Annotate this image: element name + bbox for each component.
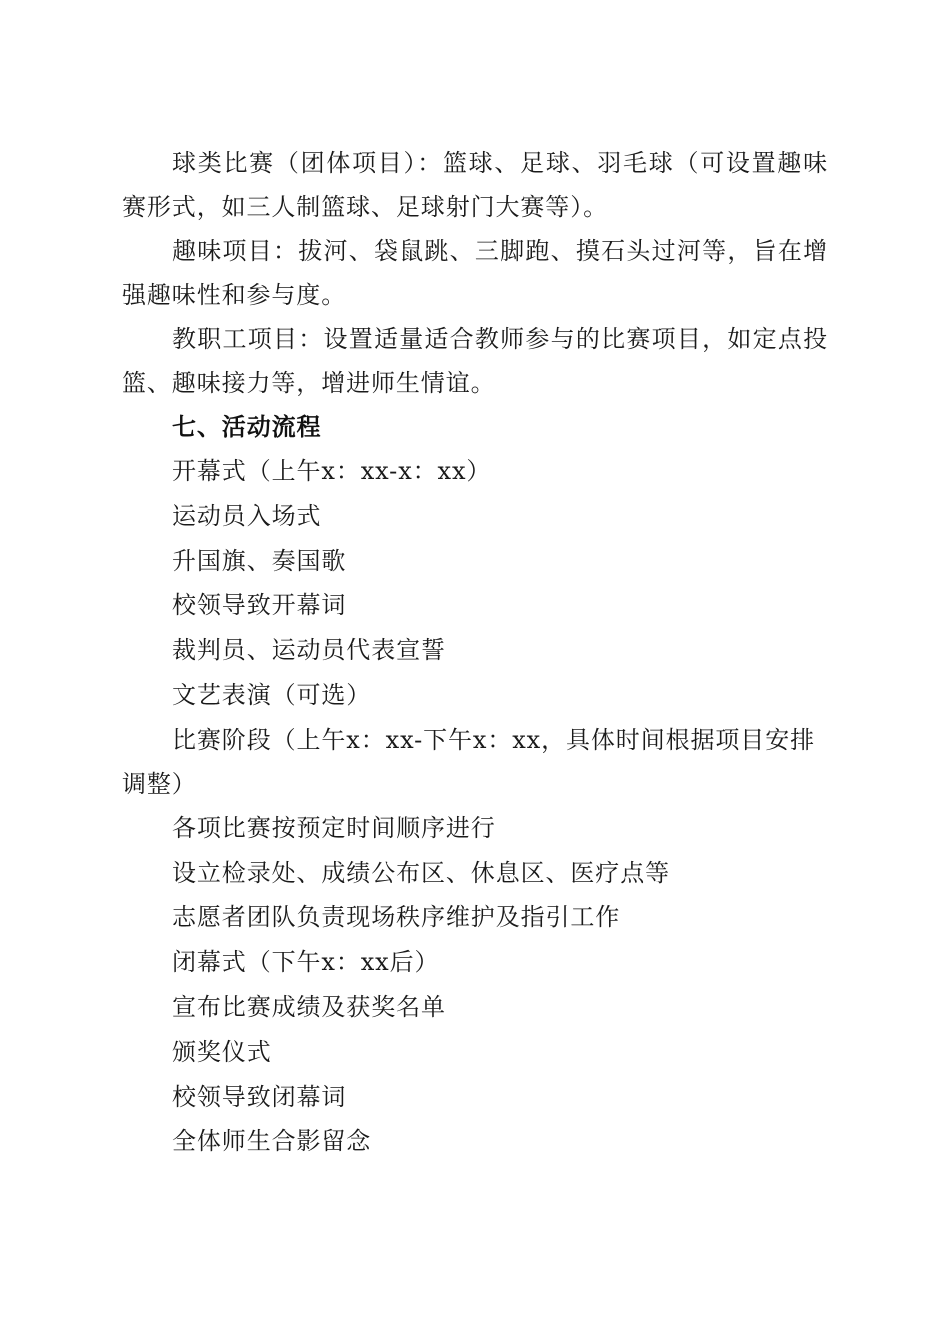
competition-stage-title: 比赛阶段（上午x：xx-下午x：xx，具体时间根据项目安排调整） [122, 725, 815, 798]
list-item: 志愿者团队负责现场秩序维护及指引工作 [172, 903, 621, 932]
document-body [122, 141, 828, 1164]
list-item: 校领导致开幕词 [172, 591, 347, 620]
paragraph-fun-events: 趣味项目：拔河、袋鼠跳、三脚跑、摸石头过河等，旨在增强趣味性和参与度。 [122, 237, 828, 309]
list-item: 裁判员、运动员代表宣誓 [172, 636, 446, 665]
paragraph-ball-games: 球类比赛（团体项目）：篮球、足球、羽毛球（可设置趣味赛形式，如三人制篮球、足球射门大赛等）。 [122, 149, 828, 221]
list-item: 各项比赛按预定时间顺序进行 [172, 813, 496, 842]
list-item: 全体师生合影留念 [172, 1127, 372, 1156]
section-heading: 七、活动流程 [172, 413, 322, 441]
list-item: 颁奖仪式 [172, 1037, 272, 1066]
closing-ceremony-title: 闭幕式（下午x：xx后） [172, 948, 440, 977]
list-item: 宣布比赛成绩及获奖名单 [172, 992, 446, 1021]
opening-ceremony-title: 开幕式（上午x：xx-x：xx） [172, 457, 492, 485]
list-item: 文艺表演（可选） [172, 680, 372, 709]
list-item: 升国旗、奏国歌 [172, 546, 347, 575]
paragraph-staff-events: 教职工项目：设置适量适合教师参与的比赛项目，如定点投篮、趣味接力等，增进师生情谊。 [122, 325, 828, 397]
list-item: 校领导致闭幕词 [172, 1082, 347, 1111]
list-item: 设立检录处、成绩公布区、休息区、医疗点等 [172, 858, 670, 887]
list-item: 运动员入场式 [172, 501, 322, 530]
